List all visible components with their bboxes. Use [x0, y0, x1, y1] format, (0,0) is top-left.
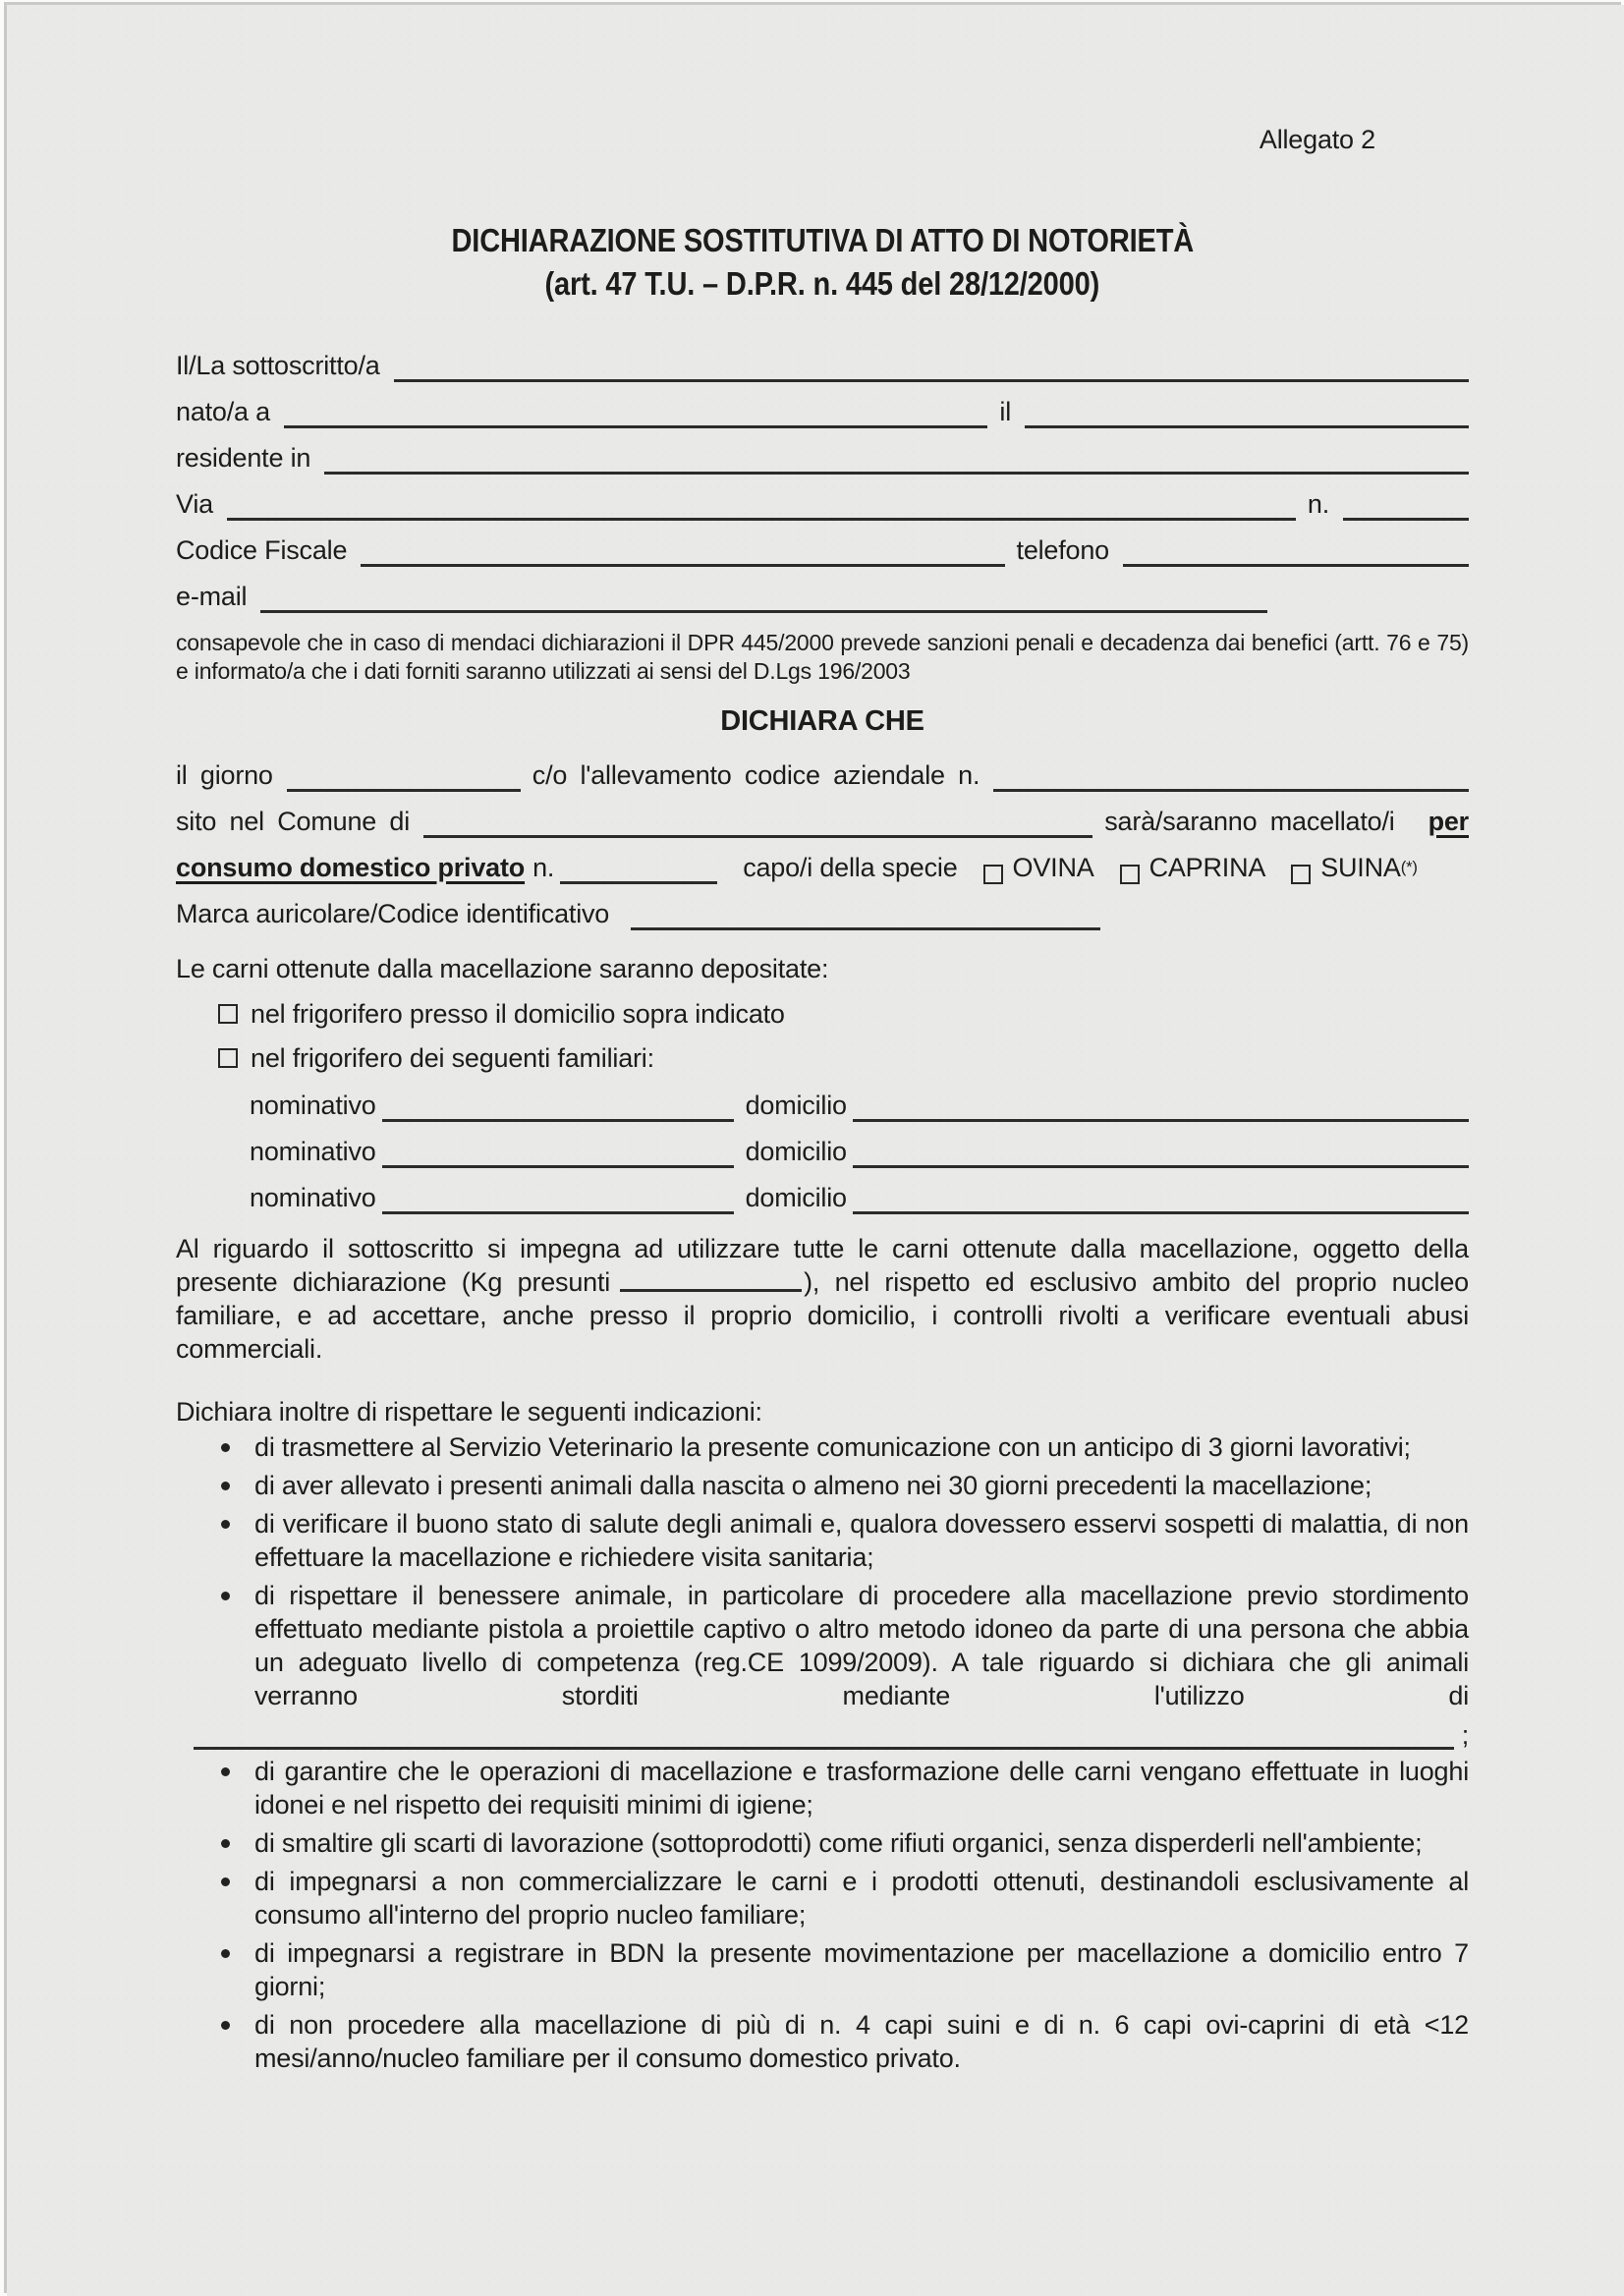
name-label: nominativo — [250, 1137, 376, 1166]
street-label: Via — [176, 489, 213, 519]
birth-row — [176, 395, 1469, 428]
ear-tag-field — [631, 898, 1100, 930]
instruction-item — [176, 1865, 1469, 1932]
birthplace-label: nato/a a — [176, 397, 270, 426]
stunning-method-field — [194, 1717, 1454, 1750]
ear-tag-label: Marca auricolare/Codice identificativo — [176, 899, 610, 928]
instruction-item — [176, 1469, 1469, 1502]
document-subtitle: (art. 47 T.U. – D.P.R. n. 445 del 28/12/2000) — [544, 265, 1100, 302]
declarant-form-section — [176, 349, 1469, 613]
birthdate-label: il — [999, 397, 1011, 426]
birthplace-field — [284, 396, 987, 428]
family-domicile-field — [853, 1090, 1469, 1122]
heads-species-label: capo/i della specie — [743, 853, 958, 882]
instructions-intro: Dichiara inoltre di rispettare le seguenti indicazioni: — [176, 1397, 762, 1427]
suina-checkbox — [1291, 865, 1311, 884]
stunning-method-row — [194, 1712, 1469, 1750]
fiscal-code-row — [176, 533, 1469, 567]
phone-label: telefono — [1016, 535, 1109, 565]
name-label: nominativo — [250, 1183, 376, 1212]
instruction-text: di aver allevato i presenti animali dalla nascita o almeno nei 30 giorni precedenti la macellazione; — [254, 1471, 1372, 1500]
subscriber-row — [176, 349, 1469, 382]
family-name-field — [382, 1090, 734, 1122]
home-fridge-label: nel frigorifero presso il domicilio sopra indicato — [251, 999, 785, 1029]
document-title: DICHIARAZIONE SOSTITUTIVA DI ATTO DI NOTORIETÀ — [451, 222, 1194, 258]
heads-number-label: n. — [532, 853, 555, 882]
storage-option-home — [218, 997, 1469, 1031]
street-row — [176, 487, 1469, 521]
domicile-label: domicilio — [745, 1091, 847, 1120]
instruction-text: di rispettare il benessere animale, in particolare di procedere alla macellazione previo stordimento effettuato mediante pistola a proiettile captivo o altro metodo idoneo da parte di una persona che abbia un adeguato livello di competenza (reg.CE 1099/2009). A tale riguardo si dichiara che gli animali verranno storditi mediante l'utilizzo di — [254, 1581, 1469, 1710]
email-label: e-mail — [176, 582, 248, 611]
instruction-text: di impegnarsi a registrare in BDN la presente movimentazione per macellazione a domicilio entro 7 giorni; — [254, 1938, 1469, 2001]
farm-code-label: c/o l'allevamento codice aziendale n. — [532, 760, 980, 790]
instruction-text: di garantire che le operazioni di macellazione e trasformazione delle carni vengano effettuate in luoghi idonei e nel rispetto dei requisiti minimi di igiene; — [254, 1757, 1469, 1820]
family-fridge-label: nel frigorifero dei seguenti familiari: — [251, 1043, 654, 1073]
family-name-field — [382, 1136, 734, 1168]
document-title-block — [176, 219, 1469, 306]
scanned-document-page — [7, 5, 1624, 2296]
day-field — [287, 759, 521, 792]
home-fridge-checkbox — [218, 1004, 238, 1024]
municipality-row — [176, 805, 1469, 838]
residence-field — [324, 442, 1469, 475]
street-field — [227, 488, 1296, 521]
birthdate-field — [1025, 396, 1469, 428]
caprina-label: CAPRINA — [1148, 853, 1266, 882]
instruction-item — [176, 1430, 1469, 1464]
name-label: nominativo — [250, 1091, 376, 1120]
stunning-suffix: ; — [1461, 1720, 1469, 1750]
farm-code-field — [993, 759, 1469, 792]
emphasis-per: per — [1428, 807, 1469, 836]
annex-label: Allegato 2 — [1259, 125, 1375, 154]
storage-intro: Le carni ottenute dalla macellazione saranno depositate: — [176, 954, 829, 983]
email-field — [260, 581, 1267, 613]
instruction-item — [176, 1936, 1469, 2003]
family-domicile-field — [853, 1136, 1469, 1168]
kg-field — [620, 1265, 802, 1292]
instruction-item — [176, 1826, 1469, 1860]
municipality-label: sito nel Comune di — [176, 807, 411, 836]
ear-tag-row — [176, 897, 1469, 930]
fiscal-code-field — [361, 534, 1004, 567]
family-row-2 — [250, 1135, 1469, 1168]
instruction-item-stunning — [176, 1579, 1469, 1750]
heads-number-field — [560, 852, 717, 884]
ovina-checkbox — [983, 865, 1003, 884]
emphasis-consumo-domestico-privato: consumo domestico privato — [176, 853, 526, 882]
slaughter-day-row — [176, 758, 1469, 792]
residence-row — [176, 441, 1469, 475]
street-number-field — [1343, 488, 1469, 521]
instruction-text: di impegnarsi a non commercializzare le carni e i prodotti ottenuti, destinandoli esclusivamente al consumo all'interno del proprio nucleo familiare; — [254, 1867, 1469, 1930]
domicile-label: domicilio — [745, 1183, 847, 1212]
phone-field — [1123, 534, 1469, 567]
instruction-item — [176, 1755, 1469, 1821]
street-number-label: n. — [1307, 489, 1329, 519]
email-row — [176, 580, 1469, 613]
subscriber-field — [394, 350, 1469, 382]
species-footnote-mark: (*) — [1400, 858, 1418, 876]
commitment-text-before: Al riguardo il sottoscritto si impegna ad utilizzare tutte le carni ottenute dalla macellazione, oggetto della presente dichiarazione (Kg presunti — [176, 1234, 1469, 1297]
instruction-text: di smaltire gli scarti di lavorazione (sottoprodotti) come rifiuti organici, senza disperderli nell'ambiente; — [254, 1828, 1423, 1858]
domicile-label: domicilio — [745, 1137, 847, 1166]
declares-heading: DICHIARA CHE — [720, 705, 924, 737]
instructions-list — [176, 1430, 1469, 2075]
legal-notice: consapevole che in caso di mendaci dichiarazioni il DPR 445/2000 prevede sanzioni penali e decadenza dai benefici (artt. 76 e 75) e informato/a che i dati forniti saranno utilizzati ai sensi del D.Lgs 196/2003 — [176, 630, 1469, 684]
slaughtered-label: sarà/saranno macellato/i — [1104, 807, 1395, 836]
subscriber-label: Il/La sottoscritto/a — [176, 351, 380, 380]
family-name-field — [382, 1182, 734, 1214]
instruction-text: di trasmettere al Servizio Veterinario la presente comunicazione con un anticipo di 3 giorni lavorativi; — [254, 1432, 1411, 1462]
ovina-label: OVINA — [1012, 853, 1094, 882]
family-domicile-field — [853, 1182, 1469, 1214]
caprina-checkbox — [1120, 865, 1140, 884]
residence-label: residente in — [176, 443, 311, 473]
instruction-text: di verificare il buono stato di salute degli animali e, qualora dovessero esservi sospetti di malattia, di non effettuare la macellazione e richiedere visita sanitaria; — [254, 1509, 1469, 1572]
commitment-text-after: ), nel rispetto ed esclusivo ambito del proprio nucleo familiare, e ad accettare, anche presso il proprio domicilio, i controlli rivolti a verificare eventuali abusi commerciali. — [176, 1267, 1469, 1364]
municipality-field — [423, 806, 1092, 838]
fiscal-code-label: Codice Fiscale — [176, 535, 348, 565]
instruction-item — [176, 1507, 1469, 1574]
family-row-1 — [250, 1089, 1469, 1122]
day-label: il giorno — [176, 760, 273, 790]
storage-option-family — [218, 1041, 1469, 1075]
commitment-paragraph — [176, 1232, 1469, 1366]
species-row — [176, 851, 1469, 884]
family-row-3 — [250, 1181, 1469, 1214]
suina-label: SUINA — [1320, 853, 1401, 882]
instruction-text: di non procedere alla macellazione di più di n. 4 capi suini e di n. 6 capi ovi-caprini di età <12 mesi/anno/nucleo familiare per il consumo domestico privato. — [254, 2010, 1469, 2073]
family-fridge-checkbox — [218, 1048, 238, 1068]
instruction-item — [176, 2008, 1469, 2075]
